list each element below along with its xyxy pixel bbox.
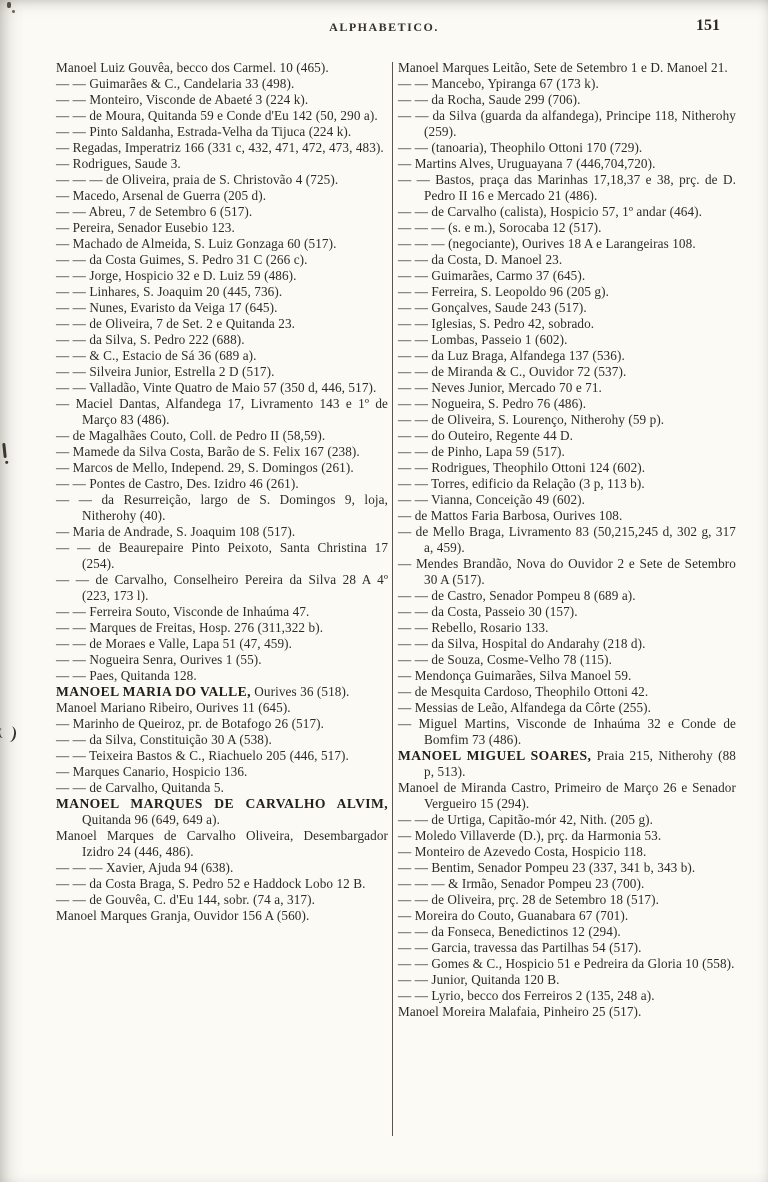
directory-entry: — — Gonçalves, Saude 243 (517). (398, 300, 587, 315)
directory-entry: Manoel Mariano Ribeiro, Ourives 11 (645). (56, 700, 291, 715)
directory-entry: — — Pontes de Castro, Des. Izidro 46 (261). (56, 476, 299, 491)
directory-entry: — — de Urtiga, Capitão-mór 42, Nith. (205 g). (398, 812, 654, 827)
directory-entry: — — Linhares, S. Joaquim 20 (445, 736). (56, 284, 283, 299)
directory-entry: — — de Castro, Senador Pompeu 8 (689 a). (398, 588, 636, 603)
directory-entry: — — Guimarães & C., Candelaria 33 (498). (56, 76, 295, 91)
directory-entry: Manoel Marques de Carvalho Oliveira, Desembargador Izidro 24 (446, 486). (56, 828, 389, 859)
column-right (398, 60, 736, 1152)
directory-entry: — — Gomes & C., Hospicio 51 e Pedreira da Gloria 10 (558). (398, 956, 735, 971)
directory-entry: — — da Costa, D. Manoel 23. (398, 252, 563, 267)
directory-entry: — — de Moura, Quitanda 59 e Conde d'Eu 142 (50, 290 a). (56, 108, 378, 123)
column-divider (392, 62, 393, 1136)
directory-entry: — — da Silva (guarda da alfandega), Principe 118, Nitherohy (259). (398, 108, 736, 139)
directory-entry: — — de Oliveira, prç. 28 de Setembro 18 (517). (398, 892, 659, 907)
directory-entry: — — — (s. e m.), Sorocaba 12 (517). (398, 220, 602, 235)
directory-entry: — — — & Irmão, Senador Pompeu 23 (700). (398, 876, 645, 891)
directory-entry: — de Mattos Faria Barbosa, Ourives 108. (398, 508, 623, 523)
directory-entry: — — da Silva, Constituição 30 A (538). (56, 732, 272, 747)
directory-entry: — — Lombas, Passeio 1 (602). (398, 332, 568, 347)
page-title: ALPHABETICO. (329, 20, 439, 34)
directory-entry: — — Valladão, Vinte Quatro de Maio 57 (350 d, 446, 517). (56, 380, 377, 395)
directory-entry: — — de Carvalho, Quitanda 5. (56, 780, 224, 795)
directory-entry: — — (tanoaria), Theophilo Ottoni 170 (729). (398, 140, 643, 155)
directory-entry: — Rodrigues, Saude 3. (56, 156, 181, 171)
directory-entry: — — de Gouvêa, C. d'Eu 144, sobr. (74 a, 317). (56, 892, 315, 907)
directory-entry: — — de Moraes e Valle, Lapa 51 (47, 459). (56, 636, 293, 651)
margin-ink-mark (2, 443, 7, 458)
directory-entry: — — — de Oliveira, praia de S. Christovão 4 (725). (56, 172, 339, 187)
directory-entry: Manoel Moreira Malafaia, Pinheiro 25 (517). (398, 1004, 642, 1019)
columns-container (56, 60, 736, 1152)
directory-entry: — — Paes, Quitanda 128. (56, 668, 197, 683)
column-left (56, 60, 388, 1152)
directory-entry: — Mendes Brandão, Nova do Ouvidor 2 e Sete de Setembro 30 A (517). (398, 556, 736, 587)
directory-entry: — — de Beaurepaire Pinto Peixoto, Santa Christina 17 (254). (56, 540, 389, 571)
directory-entry: — Marcos de Mello, Independ. 29, S. Domingos (261). (56, 460, 354, 475)
directory-entry: — de Mello Braga, Livramento 83 (50,215,245 d, 302 g, 317 a, 459). (398, 524, 736, 555)
directory-entry: Manoel Luiz Gouvêa, becco dos Carmel. 10 (465). (56, 60, 329, 75)
directory-entry: — — de Oliveira, 7 de Set. 2 e Quitanda 23. (56, 316, 296, 331)
directory-entry: — Machado de Almeida, S. Luiz Gonzaga 60 (517). (56, 236, 337, 251)
directory-entry: — — Garcia, travessa das Partilhas 54 (517). (398, 940, 642, 955)
directory-entry: — — Bentim, Senador Pompeu 23 (337, 341 b, 343 b). (398, 860, 696, 875)
directory-entry: — Moledo Villaverde (D.), prç. da Harmonia 53. (398, 828, 662, 843)
page-header (0, 17, 768, 46)
directory-entry: — — da Silva, S. Pedro 222 (688). (56, 332, 245, 347)
entry-name-bold: MANOEL MARIA DO VALLE, (56, 684, 251, 699)
directory-entry: Manoel Marques Leitão, Sete de Setembro 1 e D. Manoel 21. (398, 60, 728, 75)
directory-entry: — Maria de Andrade, S. Joaquim 108 (517). (56, 524, 296, 539)
directory-entry: — — Nunes, Evaristo da Veiga 17 (645). (56, 300, 278, 315)
directory-entry: — — de Pinho, Lapa 59 (517). (398, 444, 565, 459)
directory-entry: — Moreira do Couto, Guanabara 67 (701). (398, 908, 629, 923)
directory-entry: — — Mancebo, Ypiranga 67 (173 k). (398, 76, 599, 91)
directory-entry: — Marques Canario, Hospicio 136. (56, 764, 248, 779)
directory-entry: — — Ferreira Souto, Visconde de Inhaúma 47. (56, 604, 310, 619)
directory-entry: Manoel Marques Granja, Ouvidor 156 A (560). (56, 908, 310, 923)
directory-entry: — — Jorge, Hospicio 32 e D. Luiz 59 (486). (56, 268, 297, 283)
directory-entry: — Pereira, Senador Eusebio 123. (56, 220, 235, 235)
directory-entry: — — Guimarães, Carmo 37 (645). (398, 268, 586, 283)
entry-name-bold: MANOEL MARQUES DE CARVALHO ALVIM, (56, 796, 389, 811)
directory-entry: — — Iglesias, S. Pedro 42, sobrado. (398, 316, 595, 331)
directory-entry: — — Rodrigues, Theophilo Ottoni 124 (602). (398, 460, 646, 475)
directory-entry: — — da Costa Guimes, S. Pedro 31 C (266 c). (56, 252, 308, 267)
directory-entry: — — Rebello, Rosario 133. (398, 620, 549, 635)
directory-entry: MANOEL MARIA DO VALLE, Ourives 36 (518). (56, 684, 350, 699)
directory-entry: — — da Costa, Passeio 30 (157). (398, 604, 578, 619)
directory-entry: — — de Oliveira, S. Lourenço, Nitherohy (59 p). (398, 412, 665, 427)
directory-entry: — — & C., Estacio de Sá 36 (689 a). (56, 348, 257, 363)
directory-entry: — — Pinto Saldanha, Estrada-Velha da Tijuca (224 k). (56, 124, 352, 139)
directory-entry: — Marinho de Queiroz, pr. de Botafogo 26 (517). (56, 716, 325, 731)
directory-entry: — — — Xavier, Ajuda 94 (638). (56, 860, 234, 875)
directory-entry: — — Nogueira, S. Pedro 76 (486). (398, 396, 587, 411)
directory-entry: — Martins Alves, Uruguayana 7 (446,704,720). (398, 156, 656, 171)
directory-entry: — — de Souza, Cosme-Velho 78 (115). (398, 652, 612, 667)
directory-entry: — — Abreu, 7 de Setembro 6 (517). (56, 204, 253, 219)
directory-entry: MANOEL MIGUEL SOARES, Praia 215, Nitherohy (88 p, 513). (398, 748, 736, 779)
ink-speck (12, 10, 15, 13)
directory-entry: — — da Fonseca, Benedictinos 12 (294). (398, 924, 621, 939)
directory-entry: — — de Carvalho, Conselheiro Pereira da Silva 28 A 4º (223, 173 l). (56, 572, 389, 603)
directory-entry: Manoel de Miranda Castro, Primeiro de Março 26 e Senador Vergueiro 15 (294). (398, 780, 736, 811)
directory-entry: — Miguel Martins, Visconde de Inhaúma 32 e Conde de Bomfim 73 (486). (398, 716, 736, 747)
directory-entry: — — Bastos, praça das Marinhas 17,18,37 e 38, prç. de D. Pedro II 16 e Mercado 21 (486). (398, 172, 736, 203)
directory-entry: — — da Resurreição, largo de S. Domingos 9, loja, Nitherohy (40). (56, 492, 389, 523)
directory-entry: — — do Outeiro, Regente 44 D. (398, 428, 574, 443)
directory-entry: — Messias de Leão, Alfandega da Côrte (255). (398, 700, 652, 715)
directory-entry: — — de Carvalho (calista), Hospicio 57, 1º andar (464). (398, 204, 703, 219)
directory-entry: — — — (negociante), Ourives 18 A e Larangeiras 108. (398, 236, 696, 251)
directory-entry: — — Neves Junior, Mercado 70 e 71. (398, 380, 602, 395)
directory-entry: — de Magalhães Couto, Coll. de Pedro II (58,59). (56, 428, 326, 443)
directory-entry: — — Vianna, Conceição 49 (602). (398, 492, 586, 507)
ink-speck (7, 2, 11, 8)
directory-entry: — Monteiro de Azevedo Costa, Hospicio 118. (398, 844, 647, 859)
directory-entry: — — da Silva, Hospital do Andarahy (218 d). (398, 636, 646, 651)
directory-entry: — Mendonça Guimarães, Silva Manoel 59. (398, 668, 632, 683)
directory-entry: — Macedo, Arsenal de Guerra (205 d). (56, 188, 267, 203)
directory-entry: — de Mesquita Cardoso, Theophilo Ottoni 42. (398, 684, 649, 699)
directory-entry: — Mamede da Silva Costa, Barão de S. Felix 167 (238). (56, 444, 360, 459)
directory-entry: — — Junior, Quitanda 120 B. (398, 972, 560, 987)
directory-entry: — Regadas, Imperatriz 166 (331 c, 432, 471, 472, 473, 483). (56, 140, 384, 155)
directory-entry: — — Teixeira Bastos & C., Riachuelo 205 (446, 517). (56, 748, 349, 763)
directory-entry: — — Silveira Junior, Estrella 2 D (517). (56, 364, 275, 379)
margin-ink-mark (3, 725, 17, 743)
directory-entry: — — da Luz Braga, Alfandega 137 (536). (398, 348, 625, 363)
directory-entry: — — Torres, edificio da Relação (3 p, 113 b). (398, 476, 645, 491)
directory-entry: — — Monteiro, Visconde de Abaeté 3 (224 k). (56, 92, 309, 107)
entry-name-bold: MANOEL MIGUEL SOARES, (398, 748, 592, 763)
directory-entry: — — de Miranda & C., Ouvidor 72 (537). (398, 364, 627, 379)
directory-entry: — — da Costa Braga, S. Pedro 52 e Haddock Lobo 12 B. (56, 876, 366, 891)
directory-entry: — — Ferreira, S. Leopoldo 96 (205 g). (398, 284, 610, 299)
directory-entry: — Maciel Dantas, Alfandega 17, Livramento 143 e 1º de Março 83 (486). (56, 396, 389, 427)
directory-entry: — — Marques de Freitas, Hosp. 276 (311,322 b). (56, 620, 324, 635)
directory-entry: MANOEL MARQUES DE CARVALHO ALVIM, Quitanda 96 (649, 649 a). (56, 796, 389, 827)
directory-entry: — — Nogueira Senra, Ourives 1 (55). (56, 652, 262, 667)
directory-entry: — — da Rocha, Saude 299 (706). (398, 92, 581, 107)
page-number: 151 (696, 17, 720, 34)
directory-entry: — — Lyrio, becco dos Ferreiros 2 (135, 248 a). (398, 988, 655, 1003)
